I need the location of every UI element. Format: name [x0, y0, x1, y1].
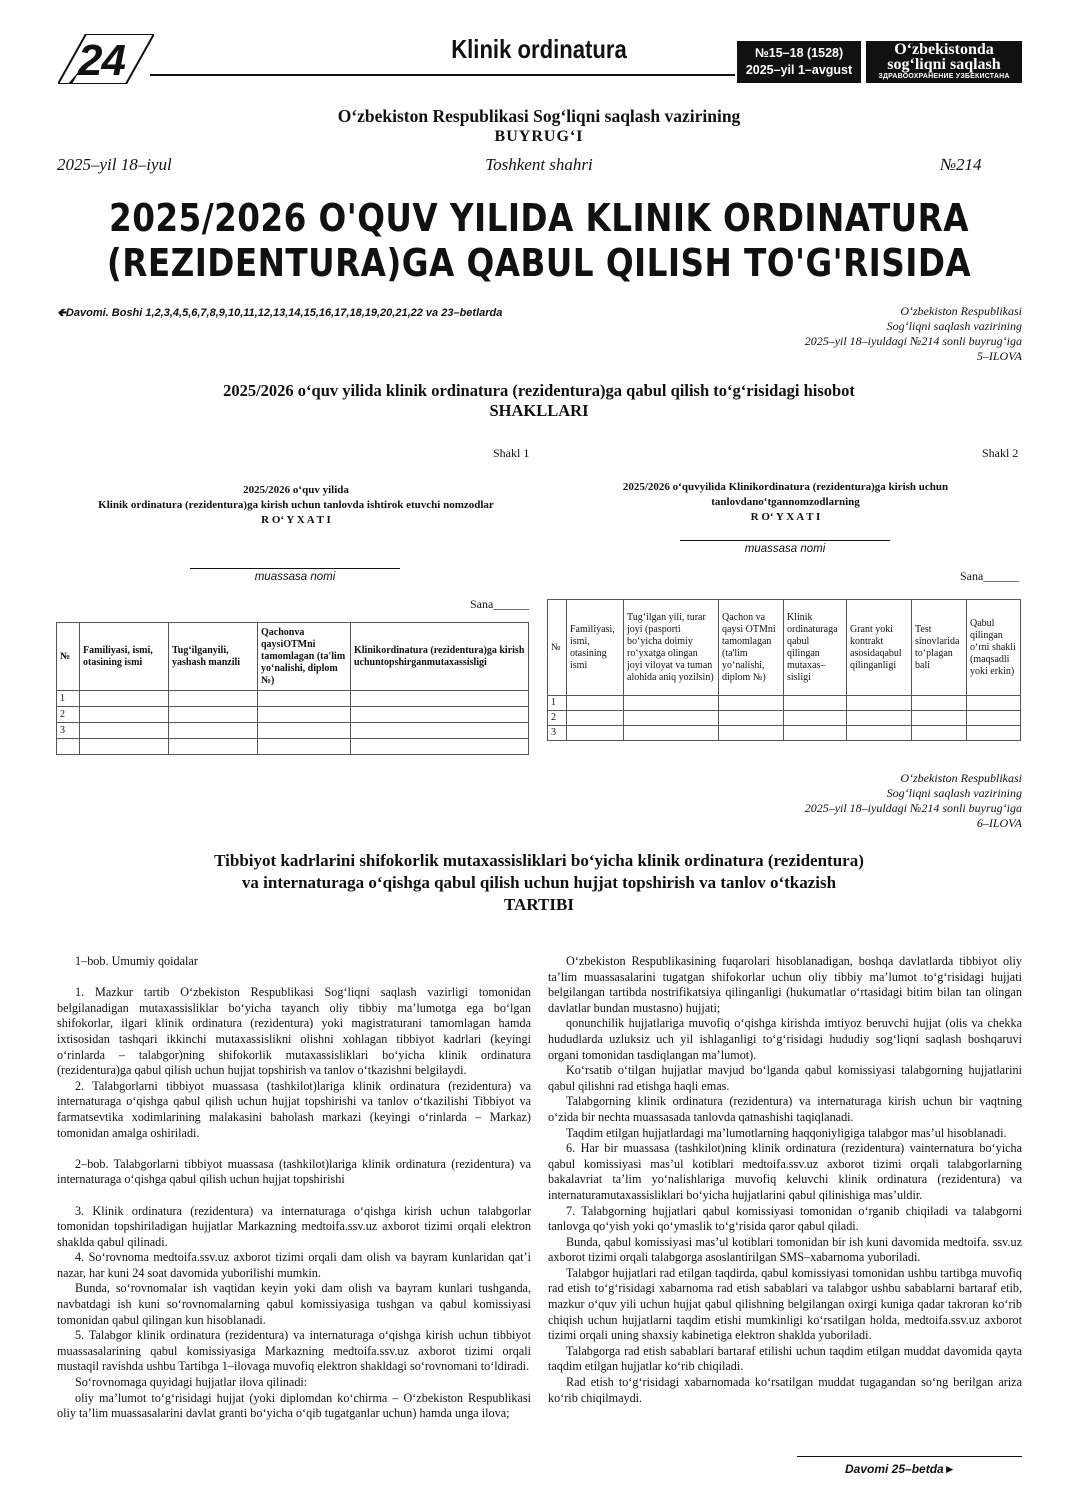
paragraph: 2. Talabgorlarni tibbiyot muassasa (tashkilot)lariga klinik ordinatura (rezidentura) va internaturaga o‘qishga qabul qilish uchun hujjat topshirishi va tanlov o‘tkazilishi Tibbiyot va farmatsevtika xodimlarining malakasini baholash markazi (keyingi o‘rinlarda – Markaz) tomonidan amalga oshiriladi. — [57, 1078, 531, 1140]
newspaper-logo — [866, 41, 1022, 83]
issue-number: №15–18 (1528) — [754, 46, 844, 60]
issue-date: 2025–yil 1–avgust — [745, 63, 853, 77]
paragraph: 1. Mazkur tartib O‘zbekiston Respublikasi Sog‘liqni saqlash vazirligi tomonidan belgilanadigan mutaxassisliklar bo‘yicha tayanch oliy tibbiy ma’lumotga ega bo‘lgan shifokorlar, ilgari klinik ordinatura (rezidentura) yoki magistraturani tamomlagan hamda ixtisosidan tashqari ikkinchi mutaxassislikni olishni xohlagan tibbiyot kadrlari (keyingi o‘rinlarda – talabgor)ning shifokorlik mutaxassisliklari bo‘yicha klinik ordinatura (rezidentura)ga qabul qilish uchun hujjat topshirish va tanlov o‘tkazishni belgilaydi. — [57, 985, 531, 1078]
form2-date-label: Sana______ — [960, 569, 1020, 583]
paragraph: 4. So‘rovnoma medtoifa.ssv.uz axborot tizimi orqali dam olish va bayram kunlaridan qat’i nazar, har kuni 24 soat davomida yuborilishi mumkin. — [57, 1250, 531, 1280]
form2-institution-line — [680, 540, 890, 541]
paragraph: oliy ma’lumot to‘g‘risidagi hujjat (yoki diplomdan ko‘chirma – O‘zbekiston Respublikasi oliy ta’lim muassasalarini davlat granti bo‘yicha o‘qib tugatganlar uchun) hamda unga ilova; — [57, 1390, 531, 1421]
form1-table — [56, 622, 529, 755]
form1-label: Shakl 1 — [493, 446, 530, 460]
appendix-6-note: O‘zbekiston Respublikasi Sog‘liqni saqlash vazirining 2025–yil 18–iyuldagi №214 sonli buyrug‘iga 6–ILOVA — [804, 771, 1022, 830]
paragraph: Talabgorning klinik ordinatura (rezidentura) va internaturaga kirish uchun bir vaqtning o‘zida bir nechta muassasada tanlovda qatnashishi taqiqlanadi. — [548, 1094, 1022, 1124]
paragraph: Talabgorga rad etish sabablari bartaraf etilishi uchun taqdim etilgan muddat davomida qayta taqdim etilgan hujjatlar ko‘rib chiqiladi. — [548, 1343, 1022, 1374]
table-row: 3 — [548, 726, 1021, 741]
order-title-line1: 2025/2026 O'QUV YILIDA KLINIK ORDINATURA — [109, 196, 969, 240]
paragraph: O‘zbekiston Respublikasining fuqarolari hisoblanadigan, boshqa davlatlarda tibbiyot oliy ta’lim muassasalarini tugatgan shifokorlar uchun oliy tibbiy ma’lumot to‘g‘risidagi hujjati belgilangan tartibda nostrifikatsiya qilinganligi (hukumatlar o‘rtasidagi bitim bilan tan olingan davlatlar bundan mustasno) hujjati; — [548, 954, 1022, 1015]
paragraph: 6. Har bir muassasa (tashkilot)ning klinik ordinatura (rezidentura) vainternatura bo‘yicha qabul komissiyasi mas’ul kotiblari medtoifa.ssv.uz axborot tizimi orqali talabgorlarning bakalavriat ta’lim yo‘nalishlariga muvofiq keluvchi klinik ordinatura (rezidentura) va internaturamutaxassisliklari bo‘yicha hujjatlarini qabul qilinishiga mas’uldir. — [548, 1141, 1022, 1202]
ministry-line: O‘zbekiston Respublikasi Sog‘liqni saqlash vazirining — [337, 106, 741, 126]
form2-table — [547, 599, 1021, 741]
table-row: 2 — [57, 707, 529, 723]
form2-institution-label: muassasa nomi — [744, 543, 826, 555]
paragraph: Rad etish to‘g‘risidagi xabarnomada ko‘rsatilgan muddat tugagandan so‘ng berilgan ariza ko‘rib chiqilmaydi. — [548, 1375, 1022, 1405]
report-title: 2025/2026 o‘quv yilida klinik ordinatura (rezidentura)ga qabul qilish to‘g‘risidagi hisobot SHAKLLARI — [223, 381, 855, 420]
continuation-note: 🡸Davomi. Boshi 1,2,3,4,5,6,7,8,9,10,11,12,13,14,15,16,17,18,19,20,21,22 va 23–betlarda — [57, 307, 503, 319]
chapter-heading: 1–bob. Umumiy qoidalar — [75, 954, 198, 968]
page-number: 24 — [78, 36, 125, 85]
chapter-heading: 2–bob. Talabgorlarni tibbiyot muassasa (tashkilot)lariga klinik ordinatura (rezidentura) va internaturaga o‘qishga qabul qilish uchun hujjat topshirishi — [57, 1156, 531, 1187]
issue-box — [737, 41, 861, 83]
form1-title: 2025/2026 o‘quv yilida Klinik ordinatura (rezidentura)ga kirish uchun tanlovda ishtirok etuvchi nomzodlar R O‘ Y X A T I — [98, 484, 494, 526]
table-row: 1 — [548, 696, 1021, 711]
paragraph: Taqdim etilgan hujjatlardagi ma’lumotlarning haqqoniyligiga talabgor mas’ul hisoblanadi. — [566, 1125, 1007, 1140]
paragraph: Bunda, so‘rovnomalar ish vaqtidan keyin yoki dam olish va bayram kunlari tushganda, navbatdagi ish kuni so‘rovnomalarning qabul komissiyasiga tushgan va qabul komissiyasi tomonidan qabul qilingan kun hisoblanadi. — [57, 1281, 531, 1327]
form2-label: Shakl 2 — [982, 446, 1019, 460]
left-column — [57, 954, 531, 1422]
paragraph: 7. Talabgorning hujjatlari qabul komissiyasi tomonidan o‘rganib chiqiladi va talabgorni tanlovga qo‘yish yoki qo‘ymaslik to‘g‘risida qaror qabul qiladi. — [548, 1203, 1022, 1234]
paragraph: qonunchilik hujjatlariga muvofiq o‘qishga kirishda imtiyoz beruvchi hujjat (olis va chekka hududlarda uzluksiz uch yil ishlaganligi to‘g‘risidagi hududiy sog‘liqni saqlash boshqaruvi organi tomonidan tasdiqlangan ma’lumot). — [548, 1016, 1022, 1062]
order-date: 2025–yil 18–iyul — [57, 155, 172, 174]
appendix-5-note: O‘zbekiston Respublikasi Sog‘liqni saqlash vazirining 2025–yil 18–iyuldagi №214 sonli buyrug‘iga 5–ILOVA — [804, 304, 1022, 363]
paragraph: So‘rovnomaga quyidagi hujjatlar ilova qilinadi: — [75, 1375, 308, 1390]
logo-line3: ЗДРАВООХРАНЕНИЕ УЗБЕКИСТАНА — [878, 73, 1010, 80]
order-title — [75, 196, 1002, 286]
right-column — [548, 954, 1022, 1406]
order-title-line2: (REZIDENTURA)GA QABUL QILISH TO'G'RISIDA — [106, 241, 972, 285]
form1-date-label: Sana______ — [470, 597, 530, 611]
footer-rule — [797, 1456, 1022, 1457]
form1-institution-line — [190, 568, 400, 569]
table-row — [57, 739, 529, 755]
table-header-row: № Familiyasi, ismi, otasining ismi Tug‘ilgan yili, turar joyi (pasporti bo‘yicha doimiy ro‘yxatga olingan joyi viloyat va tuman alohida aniq yozilsin) Qachon va qaysi OTMni tamomlagan (ta'lim yo‘nalishi, diplom №) Klinik ordinaturaga qabul qilingan mutaxas–sisligi Grant yoki kontrakt asosidaqabul qilinganligi Test sinovlarida to‘plagan bali Qabul qilingan o‘rni shakli (maqsadli yoki erkin) — [548, 600, 1021, 696]
header-rule — [150, 74, 735, 76]
next-page-note: Davomi 25–betda► — [845, 1462, 956, 1476]
form2-title: 2025/2026 o‘quvyilida Klinikordinatura (rezidentura)ga kirish uchun tanlovdano‘tgannomzodlarning R O‘ Y X A T I — [622, 481, 949, 523]
form1-institution-label: muassasa nomi — [254, 571, 336, 583]
section-title: Klinik ordinatura — [451, 34, 627, 64]
paragraph: Talabgor hujjatlari rad etilgan taqdirda, qabul komissiyasi tomonidan ushbu tartibga muvofiq rad etish to‘g‘risidagi xabarnoma rad etish sabablari va talabgor ushbu sabablarni bartaraf etib, mazkur o‘quv yili uchun hujjat qabul qilishning belgilangan oxirgi kuniga qadar takroran ko‘rib chiqish uchun hujjatlarni taqdim etishi mumkinligi ko‘rsatilgan holda, medtoifa.ssv.uz axborot tizimi orqali uning shaxsiy kabinetiga elektron shaklda yuboriladi. — [548, 1265, 1022, 1343]
paragraph: 5. Talabgor klinik ordinatura (rezidentura) va internaturaga o‘qishga kirish uchun tibbiyot muassasalarining qabul komissiyasiga Markazning medtoifa.ssv.uz axborot tizimi orqali mustaqil ravishda ushbu Tartibga 1–ilovaga muvofiq elektron shakldagi so‘rovnomani to‘ldiradi. — [57, 1328, 531, 1374]
order-number: №214 — [940, 155, 982, 174]
order-type: BUYRUG‘I — [494, 128, 584, 145]
paragraph: Ko‘rsatib o‘tilgan hujjatlar mavjud bo‘lganda qabul komissiyasi talabgorning hujjatlarini qabul qilishni rad etishga haqli emas. — [548, 1063, 1022, 1093]
paragraph: 3. Klinik ordinatura (rezidentura) va internaturaga o‘qishga kirish uchun talabgorlar tomonidan topshiriladigan hujjatlar Markazning medtoifa.ssv.uz axborot tizimi orqali elektron shaklda qabul qilinadi. — [57, 1203, 531, 1249]
table-row: 1 — [57, 691, 529, 707]
logo-line1: O‘zbekistonda — [894, 41, 994, 58]
procedure-title: Tibbiyot kadrlarini shifokorlik mutaxassisliklari bo‘yicha klinik ordinatura (rezidentura) va internaturaga o‘qishga qabul qilish uchun hujjat topshirish va tanlov o‘tkazish TARTIBI — [214, 851, 864, 914]
table-row: 3 — [57, 723, 529, 739]
logo-line2: sog‘liqni saqlash — [887, 56, 1001, 73]
order-city: Toshkent shahri — [485, 155, 593, 174]
paragraph: Bunda, qabul komissiyasi mas’ul kotiblari tomonidan bir ish kuni davomida medtoifa. ssv.uz axborot tizimi orqali talabgorga asoslantirilgan SMS–xabarnoma yuboriladi. — [548, 1234, 1022, 1265]
table-row: 2 — [548, 711, 1021, 726]
table-header-row: № Familiyasi, ismi, otasining ismi Tug‘ilganyili, yashash manzili Qachonva qaysiOTMni tamomlagan (ta'lim yo‘nalishi, diplom №) Klinikordinatura (rezidentura)ga kirish uchuntopshirganmutaxassisligi — [57, 623, 529, 691]
